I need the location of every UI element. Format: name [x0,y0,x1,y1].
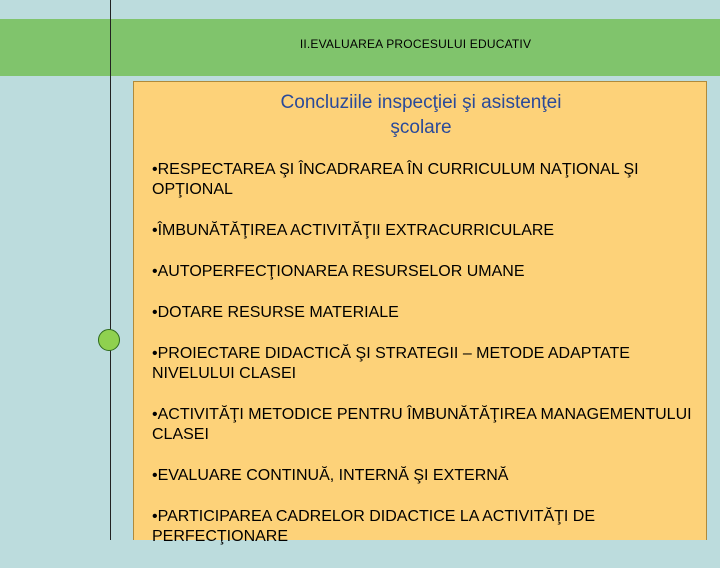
slide-header-title: II.EVALUAREA PROCESULUI EDUCATIV [299,37,532,51]
bullet-item: •PROIECTARE DIDACTICĂ ŞI STRATEGII – METODE ADAPTATE NIVELULUI CLASEI [152,345,630,382]
content-title: Concluziile inspecţiei şi asistenţei şcolare [280,92,562,138]
bullet-item: •DOTARE RESURSE MATERIALE [152,304,399,321]
bullet-item: •EVALUARE CONTINUĂ, INTERNĂ ŞI EXTERNĂ [152,467,509,484]
bullet-item: •ÎMBUNĂTĂŢIREA ACTIVITĂŢII EXTRACURRICULARE [152,222,555,239]
content-box [133,81,707,545]
left-side-panel [0,0,110,540]
bullet-item: •ACTIVITĂŢI METODICE PENTRU ÎMBUNĂTĂŢIREA MANAGEMENTULUI CLASEI [152,406,692,443]
bullet-list [152,160,697,568]
decorative-circle-icon [98,329,120,351]
bullet-item: •PARTICIPAREA CADRELOR DIDACTICE LA ACTIVITĂŢI DE PERFECŢIONARE [152,508,596,545]
bullet-item: •AUTOPERFECŢIONAREA RESURSELOR UMANE [152,263,525,280]
vertical-divider-line [110,0,111,540]
bullet-item: •RESPECTAREA ŞI ÎNCADRAREA ÎN CURRICULUM NAŢIONAL ŞI OPŢIONAL [152,161,639,198]
